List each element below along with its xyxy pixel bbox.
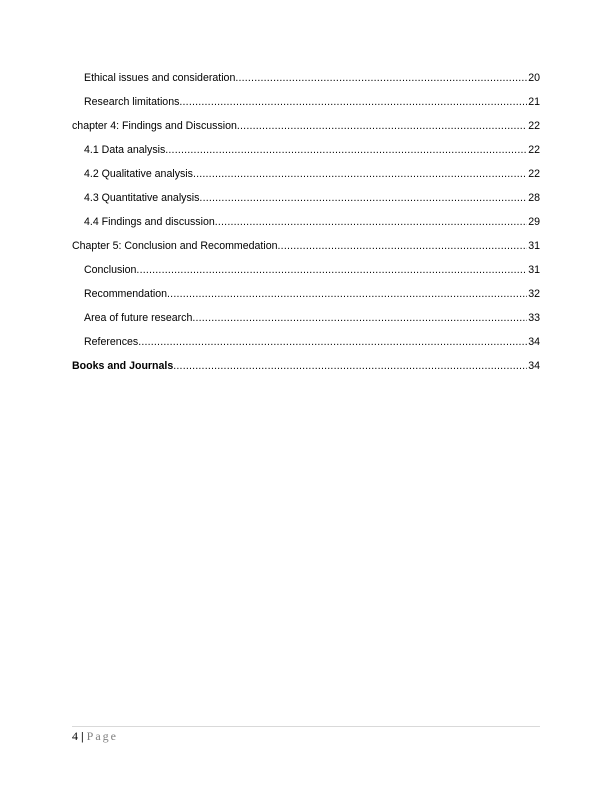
toc-dot-leader — [138, 335, 527, 349]
toc-dot-leader — [237, 119, 527, 133]
toc-entry[interactable] — [72, 359, 540, 383]
toc-dot-leader — [235, 71, 527, 85]
footer-page-label: Page — [86, 729, 118, 743]
toc-entry-page: 22 — [528, 120, 540, 132]
toc-dot-leader — [173, 359, 527, 373]
toc-entry-title: Ethical issues and consideration — [84, 72, 236, 84]
toc-dot-leader — [278, 239, 528, 253]
toc-dot-leader — [199, 191, 527, 205]
toc-entry-page: 22 — [528, 168, 540, 180]
toc-entry[interactable] — [72, 239, 540, 263]
toc-dot-leader — [215, 215, 527, 229]
toc-entry-title: 4.4 Findings and discussion — [84, 216, 215, 228]
toc-entry-page: 31 — [528, 264, 540, 276]
toc-entry-page: 34 — [528, 360, 540, 372]
toc-entry-title: chapter 4: Findings and Discussion — [72, 120, 237, 132]
toc-entry-title: Recommendation — [84, 288, 168, 300]
footer-divider — [72, 726, 540, 727]
toc-entry-page: 22 — [528, 144, 540, 156]
toc-entry-title: 4.2 Qualitative analysis — [84, 168, 193, 180]
toc-entry-page: 33 — [528, 312, 540, 324]
toc-entry-title: Research limitations — [84, 96, 180, 108]
toc-entry-title: Area of future research — [84, 312, 193, 324]
toc-entry-page: 34 — [528, 336, 540, 348]
toc-entry[interactable] — [72, 191, 540, 215]
toc-entry-title: Chapter 5: Conclusion and Recommedation — [72, 240, 278, 252]
toc-entry-page: 31 — [528, 240, 540, 252]
page-footer — [72, 729, 118, 743]
toc-entry-title: 4.3 Quantitative analysis — [84, 192, 200, 204]
toc-dot-leader — [136, 263, 527, 277]
toc-entry[interactable] — [72, 95, 540, 119]
toc-entry[interactable] — [72, 215, 540, 239]
toc-dot-leader — [167, 287, 527, 301]
toc-dot-leader — [179, 95, 527, 109]
footer-separator: | — [81, 729, 84, 743]
footer-page-number: 4 — [72, 729, 78, 743]
toc-dot-leader — [192, 311, 527, 325]
toc-entry-title: Conclusion — [84, 264, 137, 276]
toc-entry[interactable] — [72, 167, 540, 191]
toc-entry-title: 4.1 Data analysis — [84, 144, 166, 156]
table-of-contents — [72, 71, 540, 383]
toc-entry-page: 20 — [528, 72, 540, 84]
toc-entry[interactable] — [72, 263, 540, 287]
toc-entry[interactable] — [72, 287, 540, 311]
toc-entry[interactable] — [72, 311, 540, 335]
toc-entry[interactable] — [72, 143, 540, 167]
toc-dot-leader — [165, 143, 527, 157]
toc-dot-leader — [193, 167, 527, 181]
toc-entry-title: References — [84, 336, 139, 348]
toc-entry[interactable] — [72, 335, 540, 359]
toc-entry-page: 29 — [528, 216, 540, 228]
toc-entry[interactable] — [72, 119, 540, 143]
toc-entry-page: 21 — [528, 96, 540, 108]
toc-entry-page: 32 — [528, 288, 540, 300]
toc-entry-page: 28 — [528, 192, 540, 204]
toc-entry-title: Books and Journals — [72, 360, 174, 372]
toc-entry[interactable] — [72, 71, 540, 95]
